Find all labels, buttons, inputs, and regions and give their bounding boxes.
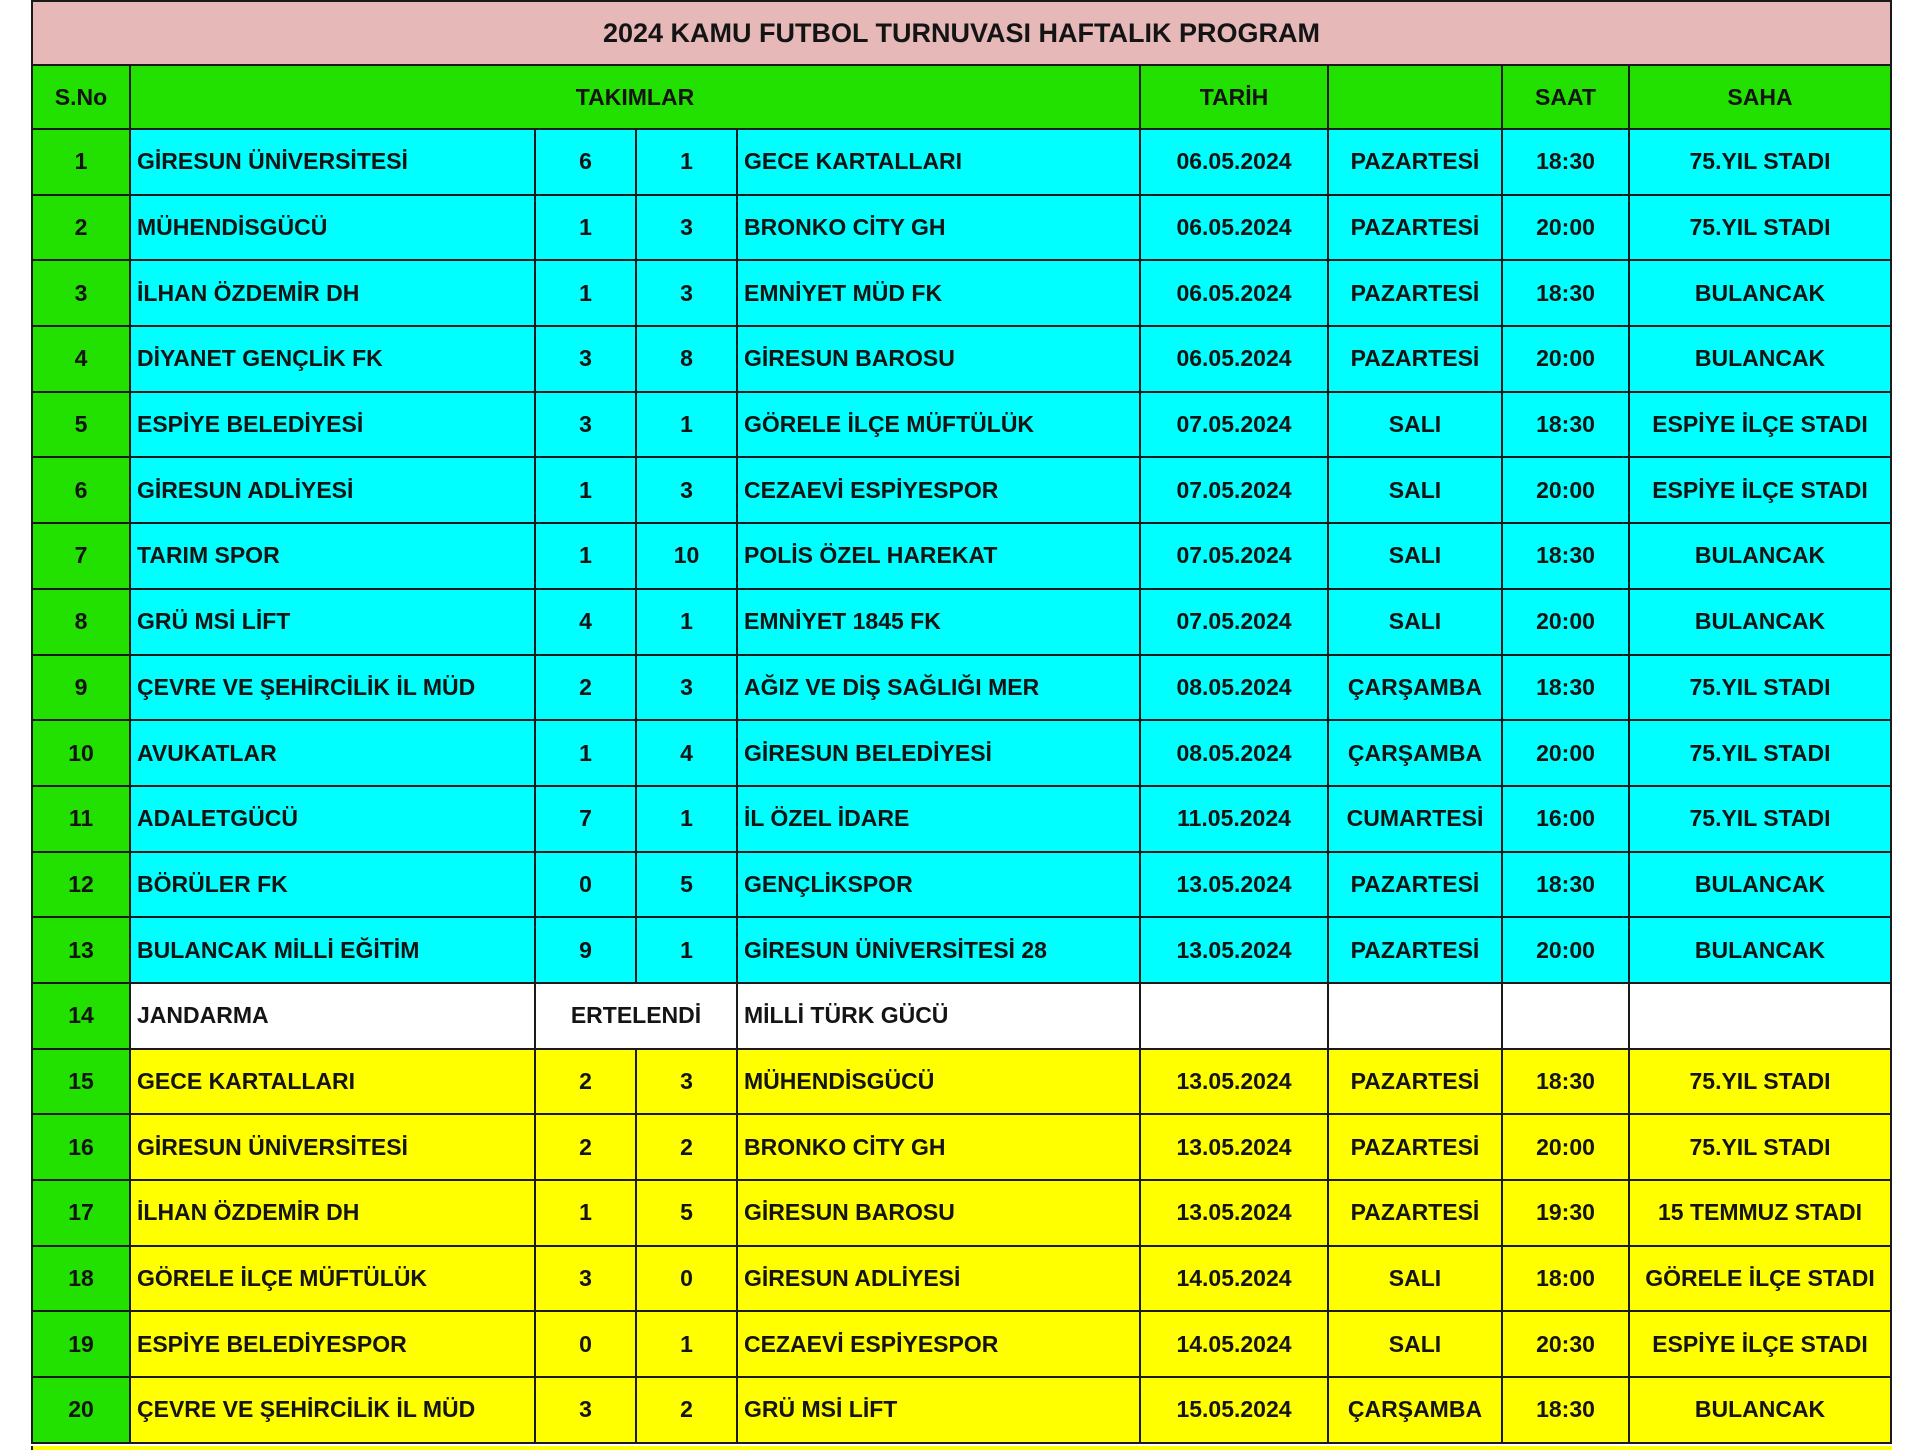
header-field: SAHA <box>1629 65 1891 129</box>
match-time: 18:30 <box>1502 1377 1629 1443</box>
table-row <box>32 195 1891 261</box>
match-time: 18:30 <box>1502 260 1629 326</box>
away-score: 3 <box>636 457 737 523</box>
away-team: GİRESUN ADLİYESİ <box>737 1246 1140 1312</box>
away-score: 1 <box>636 589 737 655</box>
home-team: GECE KARTALLARI <box>130 1049 535 1115</box>
home-team: İLHAN ÖZDEMİR DH <box>130 260 535 326</box>
away-score: 1 <box>636 1311 737 1377</box>
title-row <box>32 1 1891 65</box>
table-row <box>32 326 1891 392</box>
home-team: BULANCAK MİLLİ EĞİTİM <box>130 917 535 983</box>
table-row <box>32 1180 1891 1246</box>
home-team: ESPİYE BELEDİYESPOR <box>130 1311 535 1377</box>
header-day <box>1328 65 1502 129</box>
home-team: ÇEVRE VE ŞEHİRCİLİK İL MÜD <box>130 655 535 721</box>
match-number: 9 <box>32 655 130 721</box>
schedule-table <box>31 0 1892 1444</box>
match-field: 75.YIL STADI <box>1629 195 1891 261</box>
match-time: 18:00 <box>1502 1246 1629 1312</box>
away-score: 2 <box>636 1377 737 1443</box>
match-number: 10 <box>32 720 130 786</box>
match-day: SALI <box>1328 457 1502 523</box>
match-day: SALI <box>1328 1246 1502 1312</box>
match-date: 13.05.2024 <box>1140 1180 1328 1246</box>
match-field: BULANCAK <box>1629 917 1891 983</box>
home-score: 2 <box>535 1049 636 1115</box>
table-row <box>32 589 1891 655</box>
match-field: 75.YIL STADI <box>1629 786 1891 852</box>
match-date: 07.05.2024 <box>1140 392 1328 458</box>
home-score: 1 <box>535 523 636 589</box>
match-day: PAZARTESİ <box>1328 326 1502 392</box>
away-team: GENÇLİKSPOR <box>737 852 1140 918</box>
match-day: PAZARTESİ <box>1328 1049 1502 1115</box>
home-score: 2 <box>535 1114 636 1180</box>
home-score: 3 <box>535 1246 636 1312</box>
table-row <box>32 917 1891 983</box>
match-field: BULANCAK <box>1629 1377 1891 1443</box>
away-score: 8 <box>636 326 737 392</box>
match-time: 18:30 <box>1502 392 1629 458</box>
match-day: SALI <box>1328 1311 1502 1377</box>
away-team: GİRESUN BELEDİYESİ <box>737 720 1140 786</box>
match-day: SALI <box>1328 523 1502 589</box>
header-teams: TAKIMLAR <box>130 65 1140 129</box>
header-sno: S.No <box>32 65 130 129</box>
match-number: 12 <box>32 852 130 918</box>
match-field: BULANCAK <box>1629 523 1891 589</box>
match-day: PAZARTESİ <box>1328 129 1502 195</box>
match-number: 13 <box>32 917 130 983</box>
match-date: 07.05.2024 <box>1140 589 1328 655</box>
match-field: BULANCAK <box>1629 852 1891 918</box>
match-time: 20:00 <box>1502 917 1629 983</box>
away-team: BRONKO CİTY GH <box>737 195 1140 261</box>
away-team: POLİS ÖZEL HAREKAT <box>737 523 1140 589</box>
match-time: 20:00 <box>1502 720 1629 786</box>
away-team: BRONKO CİTY GH <box>737 1114 1140 1180</box>
match-time: 18:30 <box>1502 523 1629 589</box>
home-score: 1 <box>535 457 636 523</box>
page-title: 2024 KAMU FUTBOL TURNUVASI HAFTALIK PROGRAM <box>32 1 1891 65</box>
match-number: 5 <box>32 392 130 458</box>
match-time: 20:00 <box>1502 457 1629 523</box>
match-time: 20:00 <box>1502 195 1629 261</box>
home-score: 1 <box>535 720 636 786</box>
match-number: 6 <box>32 457 130 523</box>
table-row <box>32 129 1891 195</box>
table-row <box>32 983 1891 1049</box>
match-date: 06.05.2024 <box>1140 129 1328 195</box>
match-number: 7 <box>32 523 130 589</box>
away-team: MÜHENDİSGÜCÜ <box>737 1049 1140 1115</box>
home-score: 9 <box>535 917 636 983</box>
table-row <box>32 1049 1891 1115</box>
away-score: 0 <box>636 1246 737 1312</box>
match-field: ESPİYE İLÇE STADI <box>1629 457 1891 523</box>
home-score: 4 <box>535 589 636 655</box>
next-row-strip <box>31 1446 1892 1450</box>
match-time: 18:30 <box>1502 852 1629 918</box>
table-row <box>32 786 1891 852</box>
match-field: ESPİYE İLÇE STADI <box>1629 1311 1891 1377</box>
match-date: 13.05.2024 <box>1140 1049 1328 1115</box>
header-date: TARİH <box>1140 65 1328 129</box>
match-time: 19:30 <box>1502 1180 1629 1246</box>
away-score: 3 <box>636 260 737 326</box>
match-field: 75.YIL STADI <box>1629 1049 1891 1115</box>
match-time <box>1502 983 1629 1049</box>
match-day: PAZARTESİ <box>1328 1180 1502 1246</box>
away-score: 3 <box>636 1049 737 1115</box>
home-team: TARIM SPOR <box>130 523 535 589</box>
match-field: 75.YIL STADI <box>1629 720 1891 786</box>
away-team: GÖRELE İLÇE MÜFTÜLÜK <box>737 392 1140 458</box>
match-number: 4 <box>32 326 130 392</box>
home-score: 3 <box>535 1377 636 1443</box>
home-team: MÜHENDİSGÜCÜ <box>130 195 535 261</box>
match-number: 11 <box>32 786 130 852</box>
schedule-body <box>32 129 1891 1443</box>
home-score: 3 <box>535 392 636 458</box>
away-team: GECE KARTALLARI <box>737 129 1140 195</box>
match-time: 18:30 <box>1502 129 1629 195</box>
match-field: 15 TEMMUZ STADI <box>1629 1180 1891 1246</box>
match-time: 20:00 <box>1502 589 1629 655</box>
match-field: GÖRELE İLÇE STADI <box>1629 1246 1891 1312</box>
away-score: 4 <box>636 720 737 786</box>
table-row <box>32 260 1891 326</box>
match-number: 8 <box>32 589 130 655</box>
match-number: 20 <box>32 1377 130 1443</box>
match-number: 18 <box>32 1246 130 1312</box>
match-date: 13.05.2024 <box>1140 1114 1328 1180</box>
match-day: ÇARŞAMBA <box>1328 1377 1502 1443</box>
match-date: 06.05.2024 <box>1140 326 1328 392</box>
match-field: 75.YIL STADI <box>1629 1114 1891 1180</box>
home-score: 0 <box>535 852 636 918</box>
home-score: 3 <box>535 326 636 392</box>
match-day: CUMARTESİ <box>1328 786 1502 852</box>
schedule-sheet <box>31 0 1890 1444</box>
match-number: 1 <box>32 129 130 195</box>
match-number: 19 <box>32 1311 130 1377</box>
match-date: 11.05.2024 <box>1140 786 1328 852</box>
match-date: 15.05.2024 <box>1140 1377 1328 1443</box>
away-score: 1 <box>636 917 737 983</box>
away-score: 3 <box>636 195 737 261</box>
match-number: 17 <box>32 1180 130 1246</box>
home-team: BÖRÜLER FK <box>130 852 535 918</box>
match-time: 18:30 <box>1502 655 1629 721</box>
match-number: 14 <box>32 983 130 1049</box>
table-row <box>32 655 1891 721</box>
home-score: 1 <box>535 260 636 326</box>
home-score: 7 <box>535 786 636 852</box>
match-number: 3 <box>32 260 130 326</box>
away-team: İL ÖZEL İDARE <box>737 786 1140 852</box>
match-field <box>1629 983 1891 1049</box>
away-score: 3 <box>636 655 737 721</box>
home-team: ÇEVRE VE ŞEHİRCİLİK İL MÜD <box>130 1377 535 1443</box>
match-day: PAZARTESİ <box>1328 917 1502 983</box>
match-day: ÇARŞAMBA <box>1328 720 1502 786</box>
match-day: PAZARTESİ <box>1328 852 1502 918</box>
away-score: 1 <box>636 392 737 458</box>
match-field: ESPİYE İLÇE STADI <box>1629 392 1891 458</box>
away-team: EMNİYET MÜD FK <box>737 260 1140 326</box>
table-row <box>32 1377 1891 1443</box>
match-date: 13.05.2024 <box>1140 852 1328 918</box>
away-score: 10 <box>636 523 737 589</box>
match-date: 07.05.2024 <box>1140 523 1328 589</box>
home-team: ESPİYE BELEDİYESİ <box>130 392 535 458</box>
match-day: PAZARTESİ <box>1328 1114 1502 1180</box>
match-date: 08.05.2024 <box>1140 655 1328 721</box>
match-day: SALI <box>1328 392 1502 458</box>
match-date <box>1140 983 1328 1049</box>
match-time: 18:30 <box>1502 1049 1629 1115</box>
table-row <box>32 1246 1891 1312</box>
home-team: AVUKATLAR <box>130 720 535 786</box>
match-field: BULANCAK <box>1629 326 1891 392</box>
away-team: MİLLİ TÜRK GÜCÜ <box>737 983 1140 1049</box>
match-field: BULANCAK <box>1629 589 1891 655</box>
table-row <box>32 852 1891 918</box>
match-day: PAZARTESİ <box>1328 260 1502 326</box>
away-team: AĞIZ VE DİŞ SAĞLIĞI MER <box>737 655 1140 721</box>
match-field: 75.YIL STADI <box>1629 129 1891 195</box>
away-score: 5 <box>636 1180 737 1246</box>
away-team: EMNİYET 1845 FK <box>737 589 1140 655</box>
away-team: GİRESUN ÜNİVERSİTESİ 28 <box>737 917 1140 983</box>
match-day: PAZARTESİ <box>1328 195 1502 261</box>
match-number: 16 <box>32 1114 130 1180</box>
match-status: ERTELENDİ <box>535 983 737 1049</box>
match-number: 15 <box>32 1049 130 1115</box>
table-row <box>32 523 1891 589</box>
match-time: 20:00 <box>1502 326 1629 392</box>
match-date: 13.05.2024 <box>1140 917 1328 983</box>
away-score: 2 <box>636 1114 737 1180</box>
away-team: GRÜ MSİ LİFT <box>737 1377 1140 1443</box>
match-day: ÇARŞAMBA <box>1328 655 1502 721</box>
match-date: 14.05.2024 <box>1140 1246 1328 1312</box>
home-team: İLHAN ÖZDEMİR DH <box>130 1180 535 1246</box>
match-day <box>1328 983 1502 1049</box>
match-field: 75.YIL STADI <box>1629 655 1891 721</box>
match-date: 14.05.2024 <box>1140 1311 1328 1377</box>
away-team: CEZAEVİ ESPİYESPOR <box>737 457 1140 523</box>
match-time: 20:30 <box>1502 1311 1629 1377</box>
home-team: GRÜ MSİ LİFT <box>130 589 535 655</box>
match-time: 16:00 <box>1502 786 1629 852</box>
table-row <box>32 457 1891 523</box>
match-time: 20:00 <box>1502 1114 1629 1180</box>
away-score: 1 <box>636 129 737 195</box>
home-score: 2 <box>535 655 636 721</box>
header-time: SAAT <box>1502 65 1629 129</box>
home-team: ADALETGÜCÜ <box>130 786 535 852</box>
home-score: 1 <box>535 1180 636 1246</box>
home-team: GÖRELE İLÇE MÜFTÜLÜK <box>130 1246 535 1312</box>
table-row <box>32 720 1891 786</box>
home-score: 1 <box>535 195 636 261</box>
home-score: 6 <box>535 129 636 195</box>
match-number: 2 <box>32 195 130 261</box>
match-date: 06.05.2024 <box>1140 195 1328 261</box>
home-team: DİYANET GENÇLİK FK <box>130 326 535 392</box>
match-date: 07.05.2024 <box>1140 457 1328 523</box>
away-team: GİRESUN BAROSU <box>737 326 1140 392</box>
match-field: BULANCAK <box>1629 260 1891 326</box>
table-row <box>32 1311 1891 1377</box>
home-team: GİRESUN ÜNİVERSİTESİ <box>130 129 535 195</box>
home-team: GİRESUN ÜNİVERSİTESİ <box>130 1114 535 1180</box>
away-team: GİRESUN BAROSU <box>737 1180 1140 1246</box>
match-date: 08.05.2024 <box>1140 720 1328 786</box>
table-row <box>32 1114 1891 1180</box>
home-team: JANDARMA <box>130 983 535 1049</box>
table-row <box>32 392 1891 458</box>
home-score: 0 <box>535 1311 636 1377</box>
away-score: 1 <box>636 786 737 852</box>
home-team: GİRESUN ADLİYESİ <box>130 457 535 523</box>
away-team: CEZAEVİ ESPİYESPOR <box>737 1311 1140 1377</box>
match-date: 06.05.2024 <box>1140 260 1328 326</box>
away-score: 5 <box>636 852 737 918</box>
header-row <box>32 65 1891 129</box>
match-day: SALI <box>1328 589 1502 655</box>
